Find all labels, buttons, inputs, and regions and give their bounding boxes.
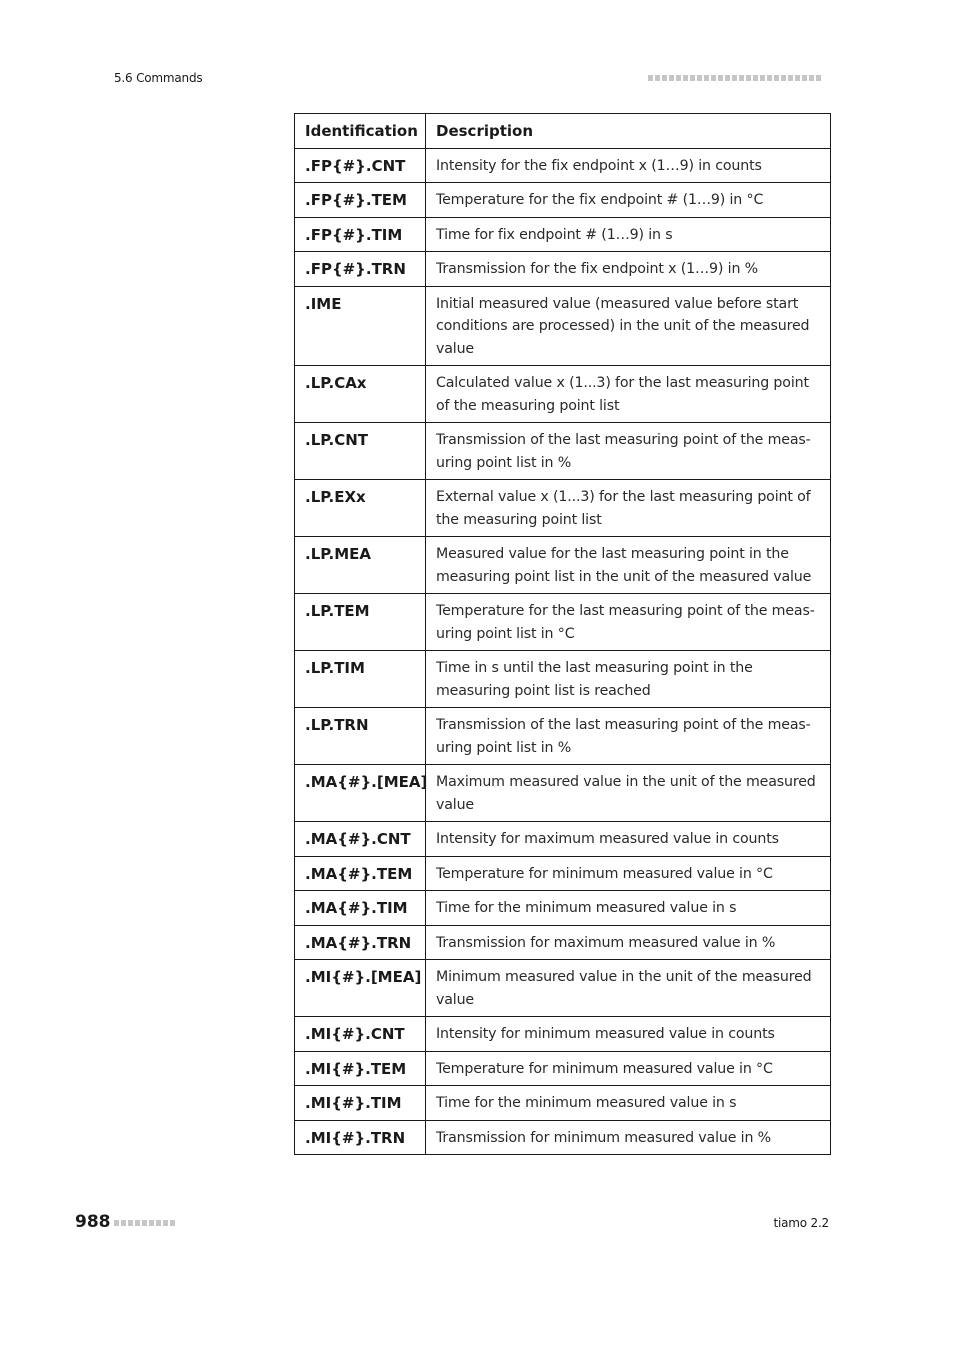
table-row: [295, 925, 831, 960]
command-description: Time for fix endpoint # (1…9) in s: [426, 217, 831, 252]
command-description: Intensity for minimum measured value in counts: [426, 1017, 831, 1052]
product-name: tiamo 2.2: [773, 1216, 829, 1230]
table-row: [295, 148, 831, 183]
command-description: Temperature for the fix endpoint # (1…9) in °C: [426, 183, 831, 218]
column-header-identification: Identification: [295, 114, 426, 149]
table-row: [295, 856, 831, 891]
table-row: [295, 480, 831, 537]
command-description: Temperature for minimum measured value in °C: [426, 1051, 831, 1086]
column-header-description: Description: [426, 114, 831, 149]
command-description: Intensity for the fix endpoint x (1…9) in counts: [426, 148, 831, 183]
command-identification: .LP.TEM: [295, 594, 426, 651]
page-number: 988: [75, 1212, 111, 1232]
table-row: [295, 765, 831, 822]
command-description: Transmission for the fix endpoint x (1…9) in %: [426, 252, 831, 287]
command-description: Intensity for maximum measured value in counts: [426, 822, 831, 857]
table-row: [295, 1051, 831, 1086]
command-identification: .LP.EXx: [295, 480, 426, 537]
command-description: Temperature for the last measuring point of the meas-uring point list in °C: [426, 594, 831, 651]
table-row: [295, 286, 831, 366]
table-row: [295, 183, 831, 218]
command-identification: .MA{#}.[MEA]: [295, 765, 426, 822]
command-identification: .MA{#}.TRN: [295, 925, 426, 960]
table-row: [295, 537, 831, 594]
command-identification: .IME: [295, 286, 426, 366]
command-identification: .MI{#}.CNT: [295, 1017, 426, 1052]
command-description: Time in s until the last measuring point in the measuring point list is reached: [426, 651, 831, 708]
command-identification: .MI{#}.TEM: [295, 1051, 426, 1086]
command-identification: .LP.TRN: [295, 708, 426, 765]
table-row: [295, 891, 831, 926]
command-identification: .FP{#}.TIM: [295, 217, 426, 252]
footer-decoration: [114, 1220, 175, 1226]
command-description: Time for the minimum measured value in s: [426, 891, 831, 926]
command-identification: .MI{#}.TRN: [295, 1120, 426, 1155]
command-identification: .MI{#}.TIM: [295, 1086, 426, 1121]
table-row: [295, 1120, 831, 1155]
command-description: Transmission of the last measuring point of the meas-uring point list in %: [426, 423, 831, 480]
table-row: [295, 960, 831, 1017]
table-row: [295, 594, 831, 651]
table-row: [295, 1017, 831, 1052]
command-description: Minimum measured value in the unit of the measured value: [426, 960, 831, 1017]
command-identification: .LP.CNT: [295, 423, 426, 480]
command-description: External value x (1...3) for the last measuring point of the measuring point list: [426, 480, 831, 537]
command-description: Transmission for minimum measured value in %: [426, 1120, 831, 1155]
command-identification: .MA{#}.CNT: [295, 822, 426, 857]
table-row: [295, 708, 831, 765]
command-identification: .FP{#}.TEM: [295, 183, 426, 218]
command-description: Maximum measured value in the unit of the measured value: [426, 765, 831, 822]
command-description: Temperature for minimum measured value in °C: [426, 856, 831, 891]
command-identification: .MA{#}.TEM: [295, 856, 426, 891]
command-description: Calculated value x (1...3) for the last measuring point of the measuring point list: [426, 366, 831, 423]
header-decoration: [648, 75, 821, 81]
table-body: [295, 148, 831, 1155]
command-description: Time for the minimum measured value in s: [426, 1086, 831, 1121]
command-description: Initial measured value (measured value before start conditions are processed) in the unit of the measured value: [426, 286, 831, 366]
command-identification: .FP{#}.CNT: [295, 148, 426, 183]
table-row: [295, 423, 831, 480]
command-description: Transmission for maximum measured value in %: [426, 925, 831, 960]
command-identification: .LP.CAx: [295, 366, 426, 423]
commands-table: [294, 113, 831, 1155]
table-row: [295, 822, 831, 857]
section-title: 5.6 Commands: [114, 71, 203, 85]
table-row: [295, 651, 831, 708]
command-identification: .MI{#}.[MEA]: [295, 960, 426, 1017]
table-row: [295, 217, 831, 252]
table-row: [295, 366, 831, 423]
table-row: [295, 1086, 831, 1121]
command-description: Transmission of the last measuring point of the meas-uring point list in %: [426, 708, 831, 765]
command-identification: .LP.MEA: [295, 537, 426, 594]
command-identification: .FP{#}.TRN: [295, 252, 426, 287]
command-identification: .LP.TIM: [295, 651, 426, 708]
table-header-row: [295, 114, 831, 149]
table-row: [295, 252, 831, 287]
command-description: Measured value for the last measuring point in the measuring point list in the unit of the measured value: [426, 537, 831, 594]
command-identification: .MA{#}.TIM: [295, 891, 426, 926]
